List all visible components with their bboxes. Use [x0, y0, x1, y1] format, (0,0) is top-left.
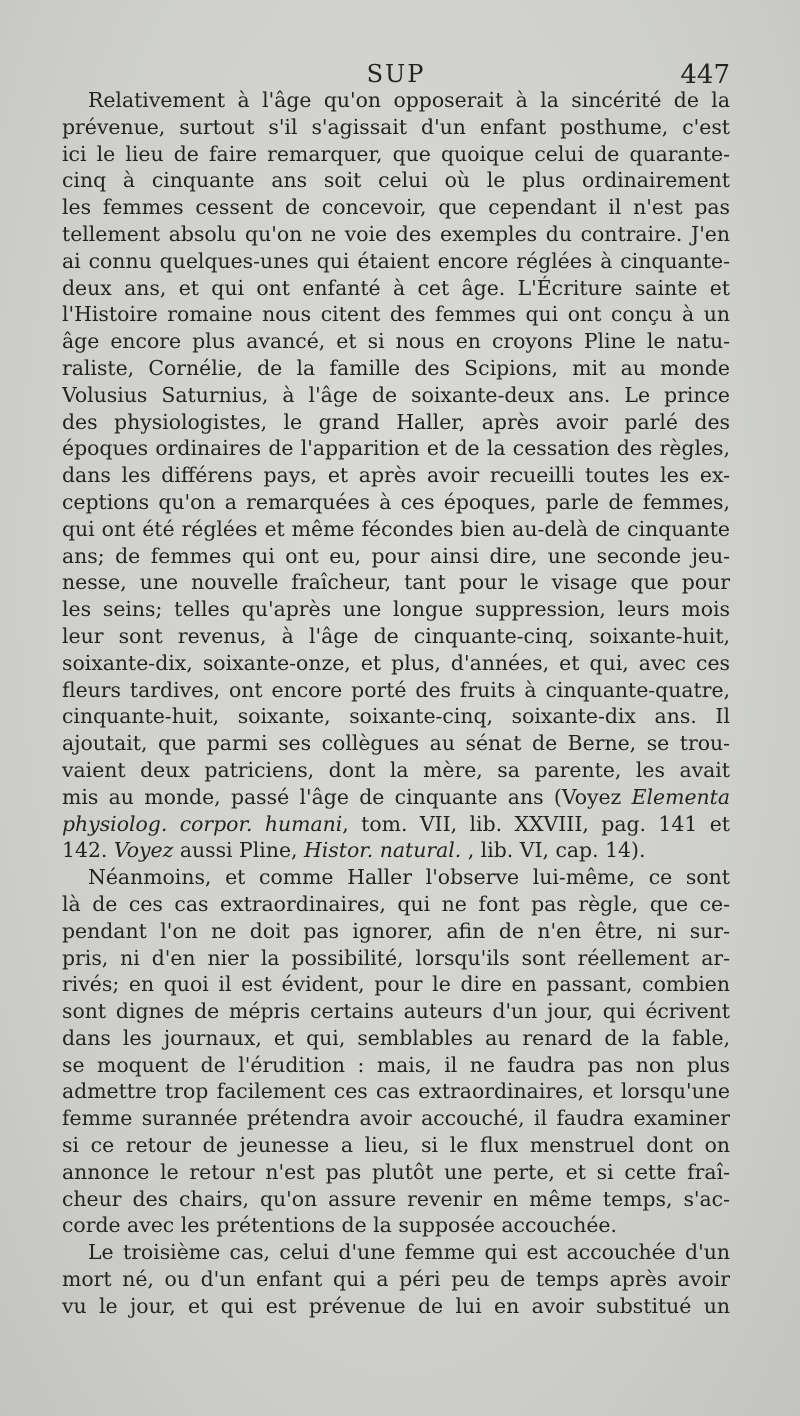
text-line: là de ces cas extraordinaires, qui ne font pas règle, que ce-: [62, 891, 730, 916]
text-line: ans; de femmes qui ont eu, pour ainsi dire, une seconde jeu-: [62, 543, 730, 568]
text-segment: mis au monde, passé l'âge de cinquante ans (Voyez: [62, 784, 632, 809]
text-line: mort né, ou d'un enfant qui a péri peu de temps après avoir: [62, 1267, 730, 1292]
text-line: pris, ni d'en nier la possibilité, lorsqu'ils sont réellement ar-: [62, 945, 730, 970]
text-line: [62, 784, 730, 811]
text-line: vu le jour, et qui est prévenue de lui en avoir substitué un: [62, 1293, 730, 1318]
text-line: pendant l'on ne doit pas ignorer, afin de n'en être, ni sur-: [62, 918, 730, 943]
text-line: sont dignes de mépris certains auteurs d'un jour, qui écrivent: [62, 999, 730, 1024]
text-segment: , tom. VII, lib. XXVIII, pag. 141 et: [342, 811, 730, 836]
text-line: nesse, une nouvelle fraîcheur, tant pour le visage que pour: [62, 570, 730, 595]
text-line: Relativement à l'âge qu'on opposerait à la sincérité de la: [88, 88, 730, 112]
text-line: [62, 811, 730, 838]
text-segment: , lib. VI, cap. 14).: [461, 838, 646, 863]
text-line: corde avec les prétentions de la supposée accouchée.: [62, 1213, 617, 1238]
text-line: soixante-dix, soixante-onze, et plus, d'années, et qui, avec ces: [62, 650, 730, 675]
text-line: Le troisième cas, celui d'une femme qui est accouchée d'un: [88, 1240, 730, 1265]
body-text: [62, 87, 730, 1320]
text-line: prévenue, surtout s'il s'agissait d'un enfant posthume, c'est: [62, 114, 730, 139]
text-line: Volusius Saturnius, à l'âge de soixante-deux ans. Le prince: [62, 382, 730, 407]
italic-text: Elementa: [631, 784, 730, 809]
text-line: si ce retour de jeunesse a lieu, si le flux menstruel dont on: [62, 1133, 730, 1158]
text-segment: 142.: [62, 838, 114, 863]
text-line: [62, 837, 730, 864]
text-line: femme surannée prétendra avoir accouché, il faudra examiner: [62, 1106, 730, 1131]
text-line: cheur des chairs, qu'on assure revenir en même temps, s'ac-: [62, 1186, 730, 1211]
text-line: ai connu quelques-unes qui étaient encore réglées à cinquante-: [62, 248, 730, 273]
italic-text: physiolog. corpor. humani: [62, 811, 343, 836]
text-line: se moquent de l'érudition : mais, il ne faudra pas non plus: [62, 1052, 730, 1077]
text-line: tellement absolu qu'on ne voie des exemples du contraire. J'en: [62, 221, 730, 246]
text-line: l'Histoire romaine nous citent des femmes qui ont conçu à un: [62, 302, 730, 327]
page-number: 447: [680, 60, 730, 90]
text-line: Néanmoins, et comme Haller l'observe lui-même, ce sont: [88, 865, 730, 890]
text-line: ajoutait, que parmi ses collègues au sénat de Berne, se trou-: [62, 731, 730, 756]
text-segment: aussi Pline,: [173, 838, 304, 863]
text-line: raliste, Cornélie, de la famille des Scipions, mit au monde: [62, 355, 730, 380]
text-line: annonce le retour n'est pas plutôt une perte, et si cette fraî-: [62, 1159, 730, 1184]
text-line: deux ans, et qui ont enfanté à cet âge. L'Écriture sainte et: [62, 275, 730, 300]
text-line: leur sont revenus, à l'âge de cinquante-cinq, soixante-huit,: [62, 623, 730, 648]
text-line: cinq à cinquante ans soit celui où le plus ordinairement: [62, 168, 730, 193]
text-line: les femmes cessent de concevoir, que cependant il n'est pas: [62, 195, 730, 220]
text-line: vaient deux patriciens, dont la mère, sa parente, les avait: [62, 757, 730, 782]
text-line: des physiologistes, le grand Haller, après avoir parlé des: [62, 409, 730, 434]
text-line: cinquante-huit, soixante, soixante-cinq, soixante-dix ans. Il: [62, 704, 730, 729]
text-line: âge encore plus avancé, et si nous en croyons Pline le natu-: [62, 329, 730, 354]
text-line: époques ordinaires de l'apparition et de la cessation des règles,: [62, 436, 730, 461]
text-line: les seins; telles qu'après une longue suppression, leurs mois: [62, 597, 730, 622]
text-line: rivés; en quoi il est évident, pour le dire en passant, combien: [62, 972, 730, 997]
text-line: ceptions qu'on a remarquées à ces époques, parle de femmes,: [62, 489, 730, 514]
text-line: dans les différens pays, et après avoir recueilli toutes les ex-: [62, 463, 730, 488]
text-line: dans les journaux, et qui, semblables au renard de la fable,: [62, 1025, 730, 1050]
italic-text: Histor. natural.: [304, 838, 462, 863]
text-line: ici le lieu de faire remarquer, que quoique celui de quarante-: [62, 141, 730, 166]
running-head: SUP: [366, 60, 426, 88]
text-line: qui ont été réglées et même fécondes bien au-delà de cinquante: [62, 516, 730, 541]
italic-text: Voyez: [113, 838, 174, 863]
text-line: fleurs tardives, ont encore porté des fruits à cinquante-quatre,: [62, 677, 730, 702]
text-line: admettre trop facilement ces cas extraordinaires, et lorsqu'une: [62, 1079, 730, 1104]
